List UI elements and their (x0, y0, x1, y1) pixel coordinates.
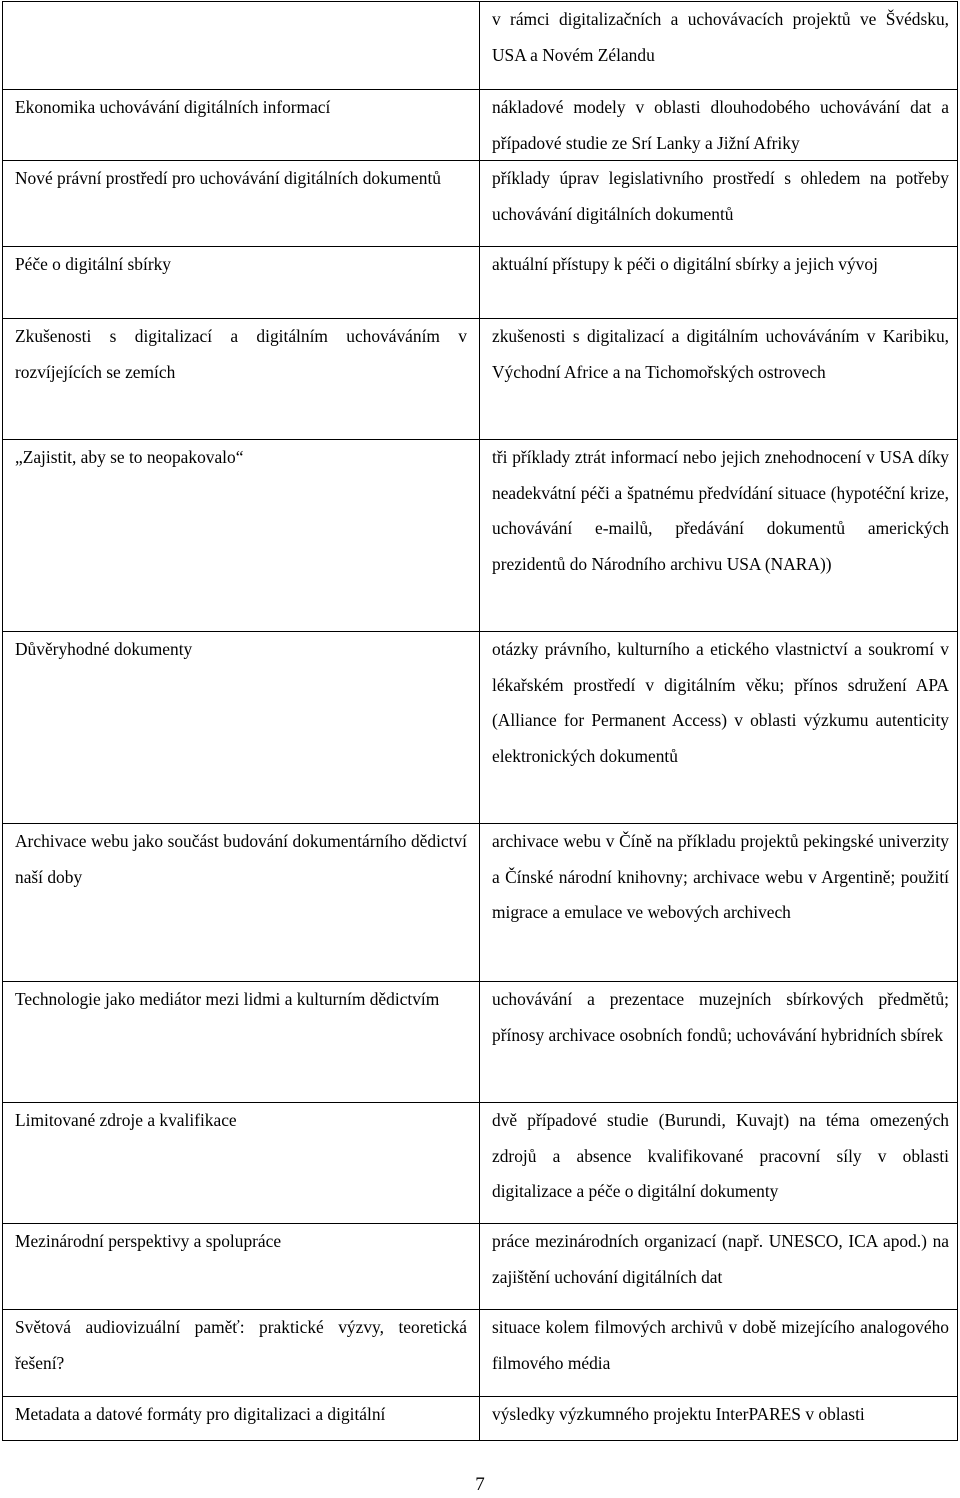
topic-text: Péče o digitální sbírky (15, 254, 172, 274)
description-text: zkušenosti s digitalizací a digitálním uchováváním v Karibiku, Východní Africe a na Tichomořských ostrovech (492, 326, 949, 382)
topic-text: Nové právní prostředí pro uchovávání digitálních dokumentů (15, 168, 441, 188)
topic-cell (3, 982, 480, 1103)
table-row (3, 1224, 958, 1310)
table-row (3, 440, 958, 632)
topic-text: Důvěryhodné dokumenty (15, 639, 193, 659)
topic-cell (3, 1103, 480, 1224)
description-text: nákladové modely v oblasti dlouhodobého uchovávání dat a případové studie ze Srí Lanky a Jižní Afriky (492, 97, 949, 153)
topic-cell (3, 1310, 480, 1397)
description-cell (480, 247, 958, 319)
table-row (3, 319, 958, 440)
topic-cell (3, 2, 480, 90)
topic-cell (3, 440, 480, 632)
description-text: uchovávání a prezentace muzejních sbírkových předmětů; přínosy archivace osobních fondů; uchovávání hybridních sbírek (492, 989, 949, 1045)
description-text: tři příklady ztrát informací nebo jejich znehodnocení v USA díky neadekvátní péči a špatnému předvídání situace (hypotéční krize, uchovávání e-mailů, předávání dokumentů amerických prezidentů do Národního archivu USA (NARA)) (492, 447, 949, 574)
topic-cell (3, 247, 480, 319)
description-cell (480, 1397, 958, 1441)
description-text: aktuální přístupy k péči o digitální sbírky a jejich vývoj (492, 254, 878, 274)
topic-text: Světová audiovizuální paměť: praktické výzvy, teoretická řešení? (15, 1317, 467, 1373)
topic-cell (3, 161, 480, 247)
description-cell (480, 1310, 958, 1397)
description-cell (480, 319, 958, 440)
description-text: v rámci digitalizačních a uchovávacích projektů ve Švédsku, USA a Novém Zélandu (492, 9, 949, 65)
topic-text: Archivace webu jako součást budování dokumentárního dědictví naší doby (15, 831, 467, 887)
topic-cell (3, 824, 480, 982)
description-cell (480, 1224, 958, 1310)
topic-text: Zkušenosti s digitalizací a digitálním uchováváním v rozvíjejících se zemích (15, 326, 467, 382)
description-cell (480, 2, 958, 90)
topic-text: Metadata a datové formáty pro digitalizaci a digitální (15, 1404, 386, 1424)
description-cell (480, 1103, 958, 1224)
description-cell (480, 824, 958, 982)
description-text: příklady úprav legislativního prostředí s ohledem na potřeby uchovávání digitálních dokumentů (492, 168, 949, 224)
table-row (3, 1397, 958, 1441)
description-cell (480, 982, 958, 1103)
description-cell (480, 161, 958, 247)
table-row (3, 90, 958, 161)
table-row (3, 1103, 958, 1224)
topic-cell (3, 1397, 480, 1441)
topic-cell (3, 632, 480, 824)
table-row (3, 982, 958, 1103)
table-row (3, 632, 958, 824)
description-text: dvě případové studie (Burundi, Kuvajt) na téma omezených zdrojů a absence kvalifikované pracovní síly v oblasti digitalizace a péče o digitální dokumenty (492, 1110, 949, 1201)
description-text: práce mezinárodních organizací (např. UNESCO, ICA apod.) na zajištění uchování digitálních dat (492, 1231, 949, 1287)
description-text: výsledky výzkumného projektu InterPARES v oblasti (492, 1404, 865, 1424)
topic-text: Limitované zdroje a kvalifikace (15, 1110, 237, 1130)
topic-text: Ekonomika uchovávání digitálních informací (15, 97, 331, 117)
content-table-body (3, 2, 958, 1441)
table-row (3, 161, 958, 247)
table-row (3, 1310, 958, 1397)
topic-text: „Zajistit, aby se to neopakovalo“ (15, 447, 244, 467)
topic-text: Technologie jako mediátor mezi lidmi a kulturním dědictvím (15, 989, 440, 1009)
description-text: archivace webu v Číně na příkladu projektů pekingské univerzity a Čínské národní knihovny; archivace webu v Argentině; použití migrace a emulace ve webových archivech (492, 831, 949, 922)
description-text: otázky právního, kulturního a etického vlastnictví a soukromí v lékařském prostředí v digitálním věku; přínos sdružení APA (Alliance for Permanent Access) v oblasti výzkumu autenticity elektronických dokumentů (492, 639, 949, 766)
page-number: 7 (475, 1474, 485, 1495)
table-row (3, 824, 958, 982)
topic-text: Mezinárodní perspektivy a spolupráce (15, 1231, 282, 1251)
topic-cell (3, 90, 480, 161)
topic-cell (3, 319, 480, 440)
topic-cell (3, 1224, 480, 1310)
description-cell (480, 90, 958, 161)
description-text: situace kolem filmových archivů v době mizejícího analogového filmového média (492, 1317, 949, 1373)
content-table (2, 1, 958, 1441)
description-cell (480, 440, 958, 632)
table-row (3, 2, 958, 90)
description-cell (480, 632, 958, 824)
table-row (3, 247, 958, 319)
